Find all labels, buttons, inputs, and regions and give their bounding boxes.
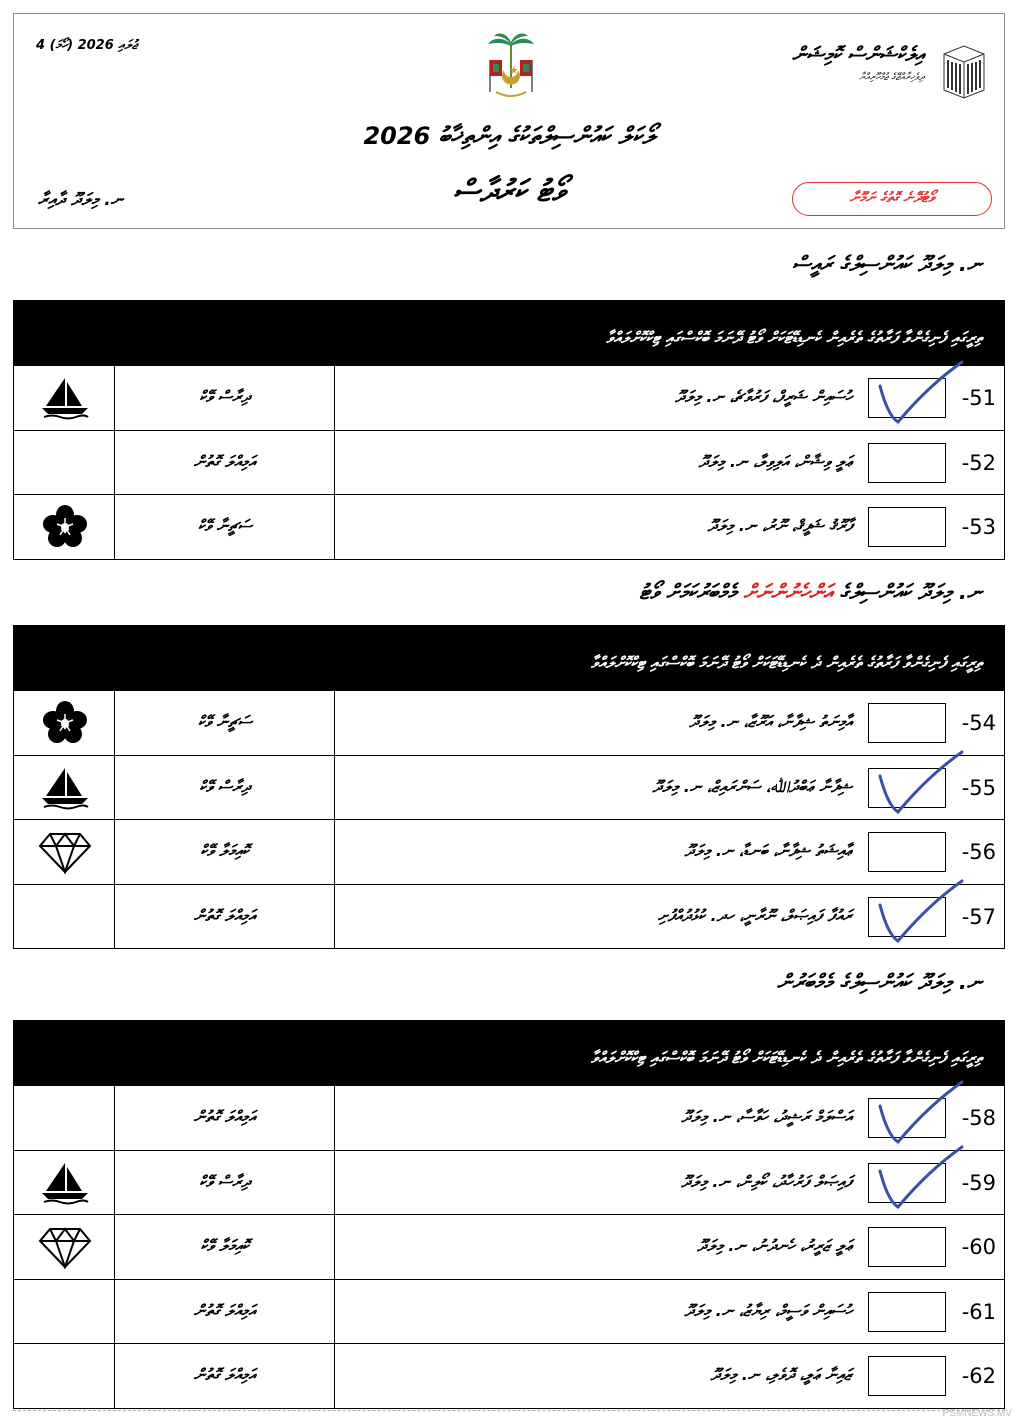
candidate-cell xyxy=(335,1086,1004,1150)
candidate-name: އަސްލަމް ރަޝީދު، ހަވާސާ، ނ. މިލަދޫ xyxy=(681,1107,852,1126)
vote-checkbox[interactable] xyxy=(868,897,946,937)
candidate-cell xyxy=(335,1151,1004,1215)
party-name: ދިރާސް ވޭކް xyxy=(115,366,335,430)
candidate-row xyxy=(14,884,1004,949)
section-title-members xyxy=(777,970,982,995)
candidate-cell xyxy=(335,691,1004,755)
section-title-text-end: މެމްބަރުކަމަށް ވޯޓު xyxy=(639,580,744,604)
candidate-cell xyxy=(335,495,1004,559)
section-title-women-members xyxy=(639,580,982,605)
section-title-text: ނ. މިލަދޫ ކައުންސިލްގެ ރައީސް xyxy=(792,252,982,276)
party-name: ސަޗީނާ ވޭކް xyxy=(115,495,335,559)
party-symbol-cell xyxy=(14,1215,115,1279)
party-name: ދިރާސް ވޭކް xyxy=(115,1151,335,1215)
watermark: PSMNEWS.MV xyxy=(942,1408,1012,1419)
candidate-name: ފައިޞަލް ފަރުހާދު، ކޯލިން، ނ. މިލަދޫ xyxy=(681,1171,852,1191)
vote-checkbox[interactable] xyxy=(868,1163,946,1203)
constituency-label: ނ. މިލަދޫ ދާއިރާ xyxy=(38,190,124,210)
party-symbol-cell xyxy=(14,1280,115,1344)
candidate-row xyxy=(14,1085,1004,1150)
candidate-row xyxy=(14,1150,1004,1215)
candidate-number: -62 xyxy=(961,1364,996,1388)
candidate-name: ޢަލީ ވިޝާން، އަލިވިލާ، ނ. މިލަދޫ xyxy=(698,451,852,471)
sailboat-icon xyxy=(38,376,92,420)
section-title-text: ނ. މިލަދޫ ކައުންސިލްގެ މެމްބަރުން xyxy=(777,970,982,994)
ballot-header xyxy=(13,13,1005,229)
candidate-number: -51 xyxy=(961,386,996,410)
diamond-icon xyxy=(38,830,92,874)
candidate-name: އާމިނަތު ޝިފާނާ، އަރޫޒާ، ނ. މިލަދޫ xyxy=(689,712,852,731)
ballot-paper-title: ވޯޓު ކަރުދާސް xyxy=(453,174,565,209)
candidate-name: ޒައިނާ ޢަލީ، ދޮވެލި، ނ. މިލަދޫ xyxy=(710,1365,852,1384)
party-name: އަމިއްލަ ގޮތުން xyxy=(115,431,335,495)
section-title-highlight: އަންހެނުންނަށް xyxy=(743,580,833,604)
candidate-row xyxy=(14,1214,1004,1279)
section-title-president xyxy=(792,252,982,277)
candidate-number: -59 xyxy=(961,1170,996,1195)
candidate-row xyxy=(14,1279,1004,1344)
candidate-number: -61 xyxy=(961,1299,996,1324)
candidate-table-president xyxy=(13,300,1005,560)
party-name: އަމިއްލަ ގޮތުން xyxy=(115,885,335,949)
sailboat-icon xyxy=(38,766,92,810)
candidate-row xyxy=(14,819,1004,884)
party-name: ކޮއިމަލާ ވޭކް xyxy=(115,820,335,884)
ballot-date: 4 ޖުލައި 2026 (ހޯމަ) xyxy=(36,38,138,53)
section-title-text: ނ. މިލަދޫ ކައުންސިލްގެ xyxy=(832,580,982,604)
national-emblem-icon xyxy=(480,30,542,102)
organization-block xyxy=(792,42,924,83)
vote-checkbox[interactable] xyxy=(868,832,946,872)
sailboat-icon xyxy=(38,1161,92,1205)
candidate-name: ފާރޫޤު ޝަފީޤް، ނޫރު، ނ. މިލަދޫ xyxy=(707,516,852,535)
rows-container xyxy=(14,690,1004,948)
footer-divider xyxy=(13,1410,1005,1411)
candidate-name: ޢާއިޝަތު ޝިފާނާ، ބަނޑާ، ނ. މިލަދޫ xyxy=(684,841,852,860)
table-instruction: ތިރީގައި ފެނިގެންވާ ފަރާތުގެ ތެރެއިން ކެނޑިޑޭޓަކަށް ވޯޓު ދޭނަމަ ބޮކްސްގައި ޓިކްކޮށްލައްވާ xyxy=(14,301,1004,365)
flower-icon xyxy=(38,701,92,745)
org-subtitle: ދިވެހިރާއްޖޭގެ ޖުމްހޫރިއްޔާ xyxy=(859,72,924,83)
rows-container xyxy=(14,1085,1004,1408)
candidate-row xyxy=(14,365,1004,430)
candidate-number: -52 xyxy=(961,450,996,475)
sample-badge: ވޯޓުދޭނެ ގޮތުގެ ނަމޫނާ xyxy=(792,182,992,216)
candidate-number: -54 xyxy=(961,711,996,735)
party-name: ކޮއިމަލާ ވޭކް xyxy=(115,1215,335,1279)
vote-checkbox[interactable] xyxy=(868,1227,946,1267)
candidate-row xyxy=(14,1343,1004,1408)
candidate-cell xyxy=(335,1344,1004,1408)
flower-icon xyxy=(38,505,92,549)
candidate-cell xyxy=(335,1280,1004,1344)
candidate-cell xyxy=(335,820,1004,884)
candidate-row xyxy=(14,755,1004,820)
candidate-number: -57 xyxy=(961,904,996,929)
party-symbol-cell xyxy=(14,885,115,949)
party-symbol-cell xyxy=(14,495,115,559)
candidate-number: -56 xyxy=(961,840,996,864)
vote-checkbox[interactable] xyxy=(868,1292,946,1332)
candidate-number: -55 xyxy=(961,775,996,800)
rows-container xyxy=(14,365,1004,559)
vote-checkbox[interactable] xyxy=(868,507,946,547)
candidate-name: ރައުފާ ފައިޞަލް، ނޫރާނީ، ހދ. ކުޅުދުއްފުށި xyxy=(657,905,852,925)
candidate-cell xyxy=(335,756,1004,820)
org-name: އިލެކްޝަންސް ކޮމިޝަން xyxy=(792,42,924,66)
party-symbol-cell xyxy=(14,820,115,884)
candidate-table-members xyxy=(13,1020,1005,1409)
party-name: އަމިއްލަ ގޮތުން xyxy=(115,1280,335,1344)
candidate-row xyxy=(14,430,1004,495)
vote-checkbox[interactable] xyxy=(868,1098,946,1138)
vote-checkbox[interactable] xyxy=(868,378,946,418)
election-title: ލޯކަލް ކައުންސިލްތަކުގެ އިންތިޚާބު 2026 xyxy=(363,122,655,150)
candidate-name: ހުސައިން ޝަރީފް، ފަރުވާޗެ، ނ. މިލަދޫ xyxy=(675,387,852,406)
candidate-number: -58 xyxy=(961,1106,996,1130)
party-symbol-cell xyxy=(14,691,115,755)
party-name: ދިރާސް ވޭކް xyxy=(115,756,335,820)
candidate-row xyxy=(14,690,1004,755)
candidate-number: -60 xyxy=(961,1235,996,1259)
vote-checkbox[interactable] xyxy=(868,703,946,743)
party-name: ސަޗީނާ ވޭކް xyxy=(115,691,335,755)
vote-checkbox[interactable] xyxy=(868,1356,946,1396)
table-instruction: ތިރީގައި ފެނިގެންވާ ފަރާތުގެ ތެރެއިން ދެ ކެނޑިޑޭޓަކަށް ވޯޓު ދޭނަމަ ބޮކްސްގައި ޓިކްކޮށްލައްވާ xyxy=(14,626,1004,690)
election-commission-logo-icon xyxy=(938,44,990,100)
candidate-name: ހުސައިން ވަސީމް، ރިޔާޒު، ނ. މިލަދޫ xyxy=(684,1300,852,1320)
candidate-cell xyxy=(335,431,1004,495)
party-symbol-cell xyxy=(14,431,115,495)
candidate-row xyxy=(14,494,1004,559)
vote-checkbox[interactable] xyxy=(868,768,946,808)
candidate-cell xyxy=(335,885,1004,949)
party-name: އަމިއްލަ ގޮތުން xyxy=(115,1086,335,1150)
table-instruction: ތިރީގައި ފެނިގެންވާ ފަރާތުގެ ތެރެއިން ދެ ކެނޑިޑޭޓަކަށް ވޯޓު ދޭނަމަ ބޮކްސްގައި ޓިކްކޮށްލައްވާ xyxy=(14,1021,1004,1085)
party-symbol-cell xyxy=(14,756,115,820)
candidate-name: ޢަލީ ޒަރީރު، ހެނދުނު، ނ. މިލަދޫ xyxy=(697,1236,852,1255)
party-symbol-cell xyxy=(14,366,115,430)
diamond-icon xyxy=(38,1225,92,1269)
candidate-name: ޝިފާނާ ޢަބްދުﷲ، ސަންރައިޒް، ނ. މިލަދޫ xyxy=(652,776,852,796)
party-symbol-cell xyxy=(14,1344,115,1408)
candidate-cell xyxy=(335,366,1004,430)
party-symbol-cell xyxy=(14,1086,115,1150)
vote-checkbox[interactable] xyxy=(868,443,946,483)
party-name: އަމިއްލަ ގޮތުން xyxy=(115,1344,335,1408)
candidate-table-women-members xyxy=(13,625,1005,949)
party-symbol-cell xyxy=(14,1151,115,1215)
candidate-number: -53 xyxy=(961,515,996,539)
candidate-cell xyxy=(335,1215,1004,1279)
